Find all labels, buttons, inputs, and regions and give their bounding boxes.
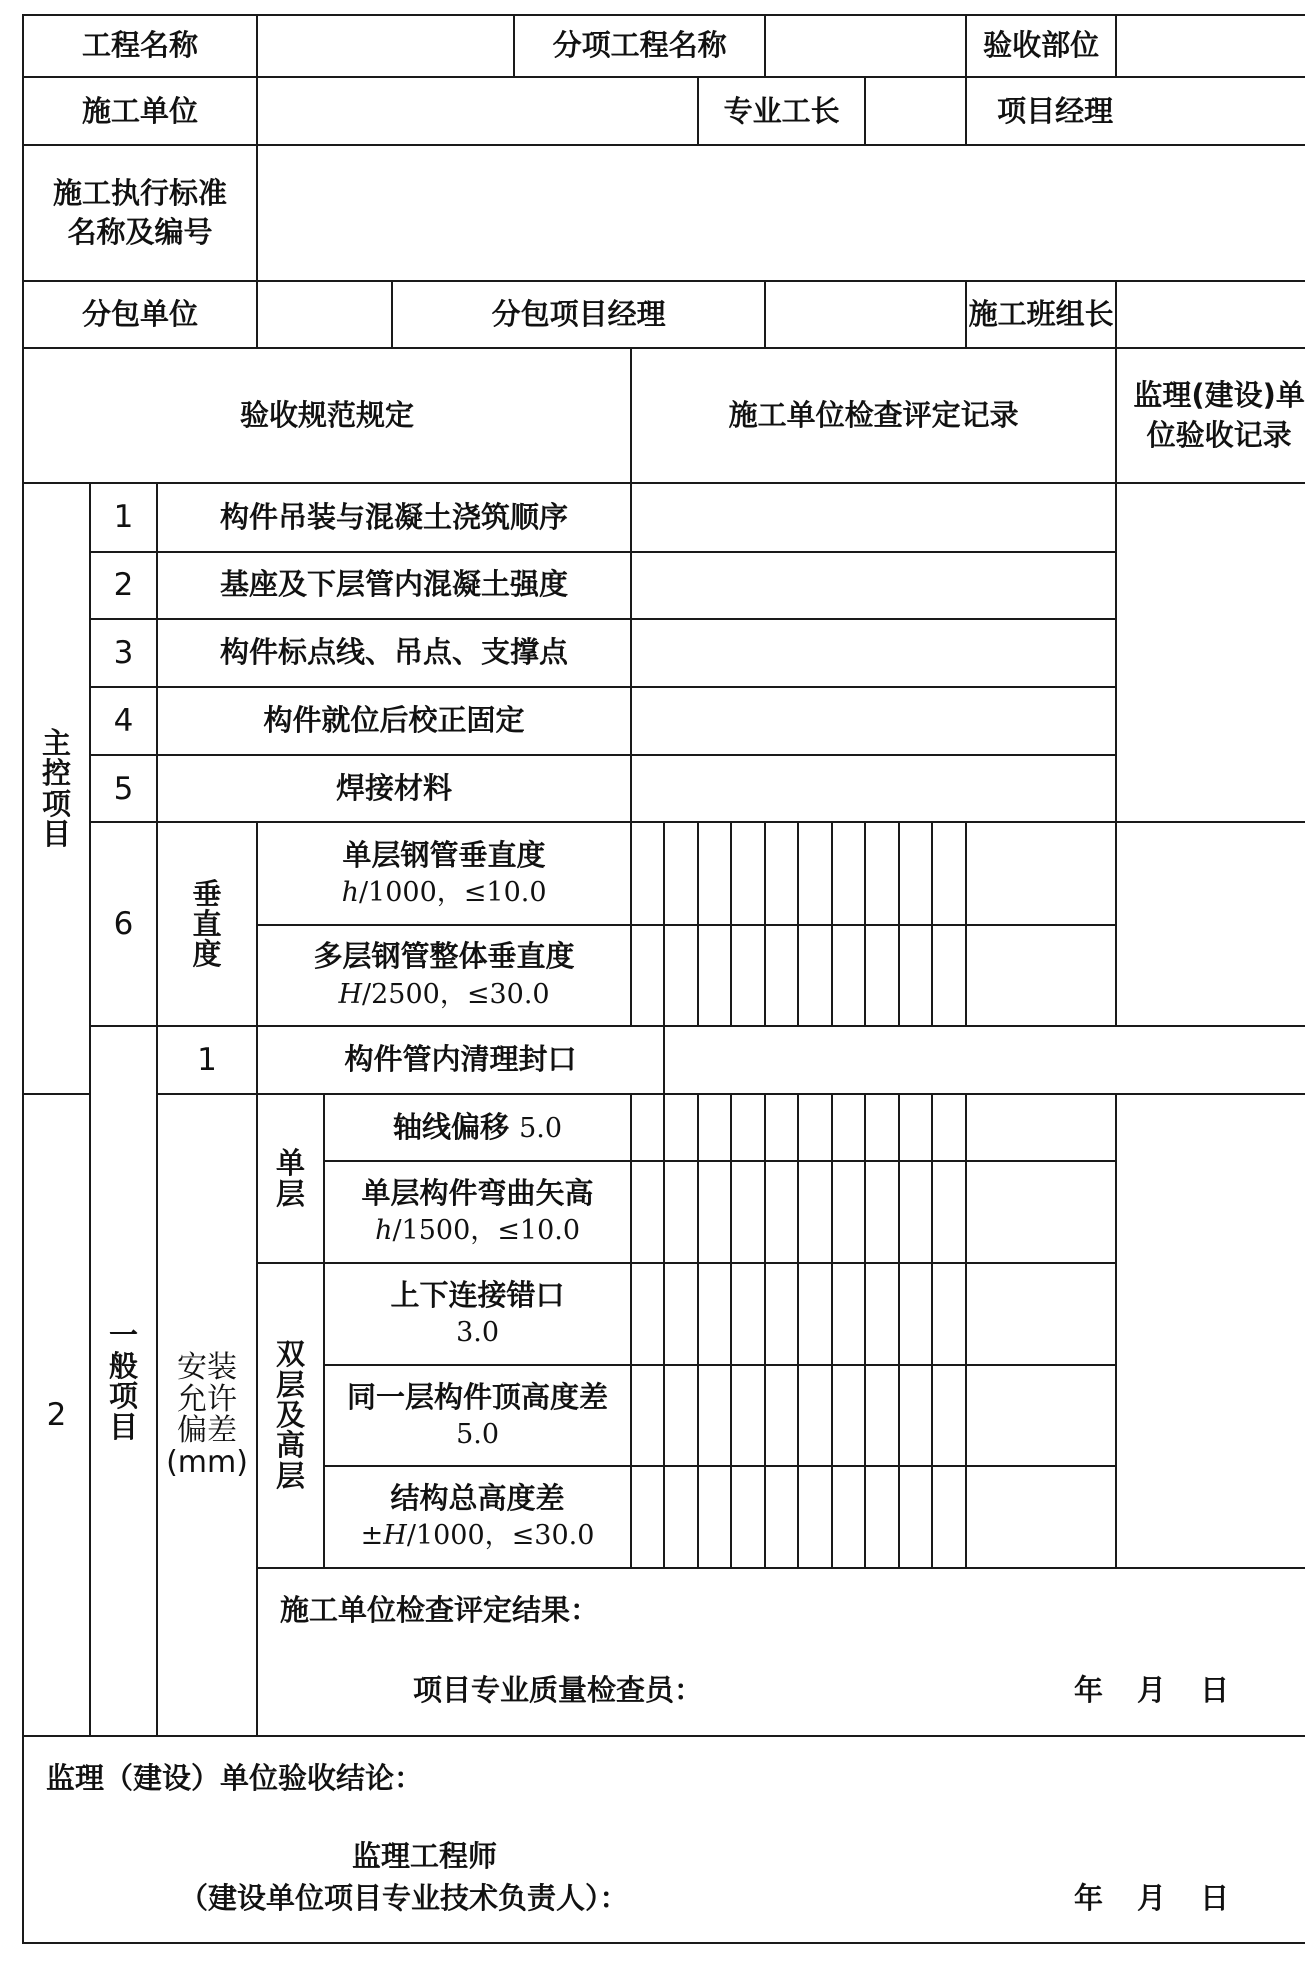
check-cell[interactable]: [765, 1094, 798, 1161]
check-cell[interactable]: [899, 1466, 932, 1567]
gen-row-3: [324, 1263, 631, 1365]
check-cell[interactable]: [966, 1094, 1116, 1161]
gen-row-5-var: H: [383, 1520, 407, 1552]
main-item-3-check[interactable]: [631, 619, 1116, 687]
check-cell[interactable]: [932, 1365, 966, 1466]
acceptance-part-label: 验收部位: [966, 15, 1116, 77]
check-cell[interactable]: [865, 1094, 899, 1161]
gen-row-3-name: 上下连接错口: [390, 1277, 565, 1312]
standard-value[interactable]: [257, 145, 1305, 280]
check-cell[interactable]: [932, 1466, 966, 1567]
subcontractor-value[interactable]: [257, 281, 392, 348]
check-cell[interactable]: [631, 1263, 664, 1365]
main-item-5-text: 焊接材料: [157, 755, 631, 822]
main-item-4-text: 构件就位后校正固定: [157, 687, 631, 755]
main-item-3-no: 3: [90, 619, 157, 687]
sub-item-label: 分项工程名称: [514, 15, 765, 77]
check-cell[interactable]: [966, 1263, 1116, 1365]
check-cell[interactable]: [631, 1466, 664, 1567]
item6-row-2-tol: [258, 977, 630, 1014]
conclusion-date: 年 月 日: [1073, 1881, 1230, 1916]
gen-row-2-name: 单层构件弯曲矢高: [361, 1176, 594, 1211]
item6-supervision[interactable]: [1116, 822, 1305, 1026]
construction-unit-label: 施工单位: [23, 77, 257, 145]
general-item-2-no: 2: [23, 1094, 90, 1736]
check-cell[interactable]: [798, 1466, 832, 1567]
main-item-5-check[interactable]: [631, 755, 1116, 822]
main-items-supervision[interactable]: [1116, 483, 1305, 822]
verticality-label: 垂直度: [157, 822, 257, 1026]
gen-row-1: [324, 1094, 631, 1161]
supervision-record-header: 监理(建设)单位验收记录: [1116, 348, 1305, 483]
check-cell[interactable]: [631, 1161, 664, 1262]
item6-row-1-name: 单层钢管垂直度: [342, 837, 546, 872]
result-date: 年 月 日: [1073, 1672, 1230, 1707]
check-cell[interactable]: [698, 1094, 731, 1161]
check-cell[interactable]: [932, 822, 966, 924]
team-leader-label: 施工班组长: [966, 281, 1116, 348]
gen-row-5-tol: [325, 1518, 630, 1555]
check-cell[interactable]: [765, 1365, 798, 1466]
check-cell[interactable]: [966, 1466, 1116, 1567]
check-cell[interactable]: [798, 1365, 832, 1466]
quality-inspector-label: 项目专业质量检查员：: [413, 1672, 704, 1707]
acceptance-part-value[interactable]: [1116, 15, 1305, 77]
main-item-1-check[interactable]: [631, 483, 1116, 551]
check-cell[interactable]: [698, 925, 731, 1026]
gen-row-5: [324, 1466, 631, 1567]
check-cell[interactable]: [798, 1161, 832, 1262]
check-cell[interactable]: [932, 1263, 966, 1365]
check-cell[interactable]: [731, 822, 765, 924]
check-cell[interactable]: [731, 1263, 765, 1365]
construction-unit-value[interactable]: [257, 77, 698, 145]
check-cell[interactable]: [765, 1263, 798, 1365]
check-cell[interactable]: [664, 1161, 698, 1262]
spec-header: 验收规范规定: [23, 348, 631, 483]
main-item-4-check[interactable]: [631, 687, 1116, 755]
multi-layer-label: 双层及高层: [257, 1263, 324, 1568]
supervision-conclusion-section[interactable]: [23, 1736, 1305, 1943]
check-cell[interactable]: [798, 1094, 832, 1161]
check-cell[interactable]: [765, 925, 798, 1026]
check-cell[interactable]: [664, 1466, 698, 1567]
check-cell[interactable]: [631, 925, 664, 1026]
sub-manager-value[interactable]: [765, 281, 966, 348]
inspection-record-form: [22, 14, 1305, 1944]
check-cell[interactable]: [865, 1263, 899, 1365]
general-item-1-text: 构件管内清理封口: [257, 1026, 664, 1094]
gen-row-1-name: 轴线偏移: [393, 1109, 510, 1144]
construction-result-section[interactable]: [257, 1568, 1305, 1737]
gen-row-2-tol-text: /1500，≤10.0: [392, 1215, 581, 1247]
check-cell[interactable]: [865, 822, 899, 924]
main-item-3-text: 构件标点线、吊点、支撑点: [157, 619, 631, 687]
check-cell[interactable]: [865, 1161, 899, 1262]
check-cell[interactable]: [664, 822, 698, 924]
check-cell[interactable]: [731, 1365, 765, 1466]
check-cell[interactable]: [798, 822, 832, 924]
gen-row-5-prefix: ±: [360, 1520, 384, 1552]
check-cell[interactable]: [664, 925, 698, 1026]
single-layer-label: 单层: [257, 1094, 324, 1263]
sub-item-value[interactable]: [765, 15, 966, 77]
construction-result-title: 施工单位检查评定结果：: [280, 1592, 600, 1627]
check-cell[interactable]: [899, 1263, 932, 1365]
gen-row-4: [324, 1365, 631, 1466]
check-cell[interactable]: [664, 1365, 698, 1466]
check-cell[interactable]: [631, 822, 664, 924]
main-item-1-text: 构件吊装与混凝土浇筑顺序: [157, 483, 631, 551]
item6-row-1: [257, 822, 631, 924]
check-cell[interactable]: [765, 1161, 798, 1262]
gen-row-1-tol: 5.0: [519, 1112, 563, 1144]
item6-row-1-tol: [258, 875, 630, 912]
install-deviation-label: 安装允许偏差(mm): [157, 1094, 257, 1736]
check-cell[interactable]: [698, 822, 731, 924]
gen-row-2-var: h: [375, 1215, 393, 1247]
check-cell[interactable]: [932, 925, 966, 1026]
gen-row-2: [324, 1161, 631, 1262]
supervision-conclusion-title: 监理（建设）单位验收结论：: [46, 1761, 424, 1796]
general-label: 一般项目: [90, 1026, 157, 1736]
item6-row-1-var: h: [341, 876, 359, 908]
item6-row-2-tol-text: /2500，≤30.0: [362, 978, 550, 1010]
project-name-value[interactable]: [257, 15, 514, 77]
check-cell[interactable]: [899, 822, 932, 924]
main-item-1-no: 1: [90, 483, 157, 551]
check-cell[interactable]: [966, 1365, 1116, 1466]
project-manager-label-text: 项目经理: [997, 93, 1114, 128]
check-cell[interactable]: [865, 1466, 899, 1567]
item6-row-1-tol-text: /1000，≤10.0: [358, 876, 547, 908]
gen-row-4-tol: 5.0: [456, 1419, 500, 1451]
check-cell[interactable]: [698, 1365, 731, 1466]
owner-tech-lead-label: （建设单位项目专业技术负责人）：: [179, 1881, 629, 1916]
main-item-2-no: 2: [90, 552, 157, 619]
subcontractor-label: 分包单位: [23, 281, 257, 348]
main-item-4-no: 4: [90, 687, 157, 755]
check-cell[interactable]: [865, 1365, 899, 1466]
check-cell[interactable]: [865, 925, 899, 1026]
main-control-label: 主控项目: [23, 483, 90, 1094]
check-cell[interactable]: [664, 1263, 698, 1365]
team-leader-value[interactable]: [1116, 281, 1305, 348]
foreman-value[interactable]: [865, 77, 966, 145]
gen-row-2-tol: [325, 1213, 630, 1250]
check-cell[interactable]: [832, 822, 865, 924]
gen-row-4-name: 同一层构件顶高度差: [347, 1379, 609, 1414]
check-cell[interactable]: [798, 1263, 832, 1365]
main-item-2-check[interactable]: [631, 552, 1116, 619]
check-cell[interactable]: [966, 925, 1116, 1026]
main-item-2-text: 基座及下层管内混凝土强度: [157, 552, 631, 619]
check-cell[interactable]: [966, 822, 1116, 924]
check-cell[interactable]: [731, 1094, 765, 1161]
construction-check-header: 施工单位检查评定记录: [631, 348, 1116, 483]
check-cell[interactable]: [698, 1466, 731, 1567]
check-cell[interactable]: [731, 925, 765, 1026]
check-cell[interactable]: [832, 1263, 865, 1365]
check-cell[interactable]: [631, 1094, 664, 1161]
project-manager-label: [966, 77, 1305, 145]
check-cell[interactable]: [932, 1161, 966, 1262]
check-cell[interactable]: [731, 1466, 765, 1567]
item6-row-2: [257, 925, 631, 1026]
standard-label: 施工执行标准名称及编号: [23, 145, 257, 280]
project-name-label: 工程名称: [23, 15, 257, 77]
check-cell[interactable]: [832, 1365, 865, 1466]
check-cell[interactable]: [798, 925, 832, 1026]
check-cell[interactable]: [966, 1161, 1116, 1262]
gen-row-3-tol: 3.0: [456, 1317, 500, 1349]
gen-row-5-tol-text: /1000，≤30.0: [406, 1520, 595, 1552]
check-cell[interactable]: [899, 1094, 932, 1161]
general-item-1-check[interactable]: [664, 1026, 1305, 1094]
gen-row-5-name: 结构总高度差: [390, 1480, 565, 1515]
sub-manager-label: 分包项目经理: [392, 281, 765, 348]
check-cell[interactable]: [664, 1094, 698, 1161]
check-cell[interactable]: [698, 1161, 731, 1262]
check-cell[interactable]: [731, 1161, 765, 1262]
check-cell[interactable]: [899, 925, 932, 1026]
check-cell[interactable]: [832, 1094, 865, 1161]
check-cell[interactable]: [899, 1365, 932, 1466]
check-cell[interactable]: [698, 1263, 731, 1365]
check-cell[interactable]: [631, 1365, 664, 1466]
item6-row-2-name: 多层钢管整体垂直度: [313, 939, 575, 974]
check-cell[interactable]: [765, 822, 798, 924]
check-cell[interactable]: [765, 1466, 798, 1567]
check-cell[interactable]: [832, 1466, 865, 1567]
foreman-label: 专业工长: [698, 77, 865, 145]
check-cell[interactable]: [832, 925, 865, 1026]
main-item-6-no: 6: [90, 822, 157, 1026]
supervising-engineer-label: 监理工程师: [352, 1839, 498, 1874]
item6-row-2-var: H: [338, 978, 363, 1010]
check-cell[interactable]: [832, 1161, 865, 1262]
check-cell[interactable]: [932, 1094, 966, 1161]
general-item-1-no: 1: [157, 1026, 257, 1094]
main-item-5-no: 5: [90, 755, 157, 822]
check-cell[interactable]: [899, 1161, 932, 1262]
